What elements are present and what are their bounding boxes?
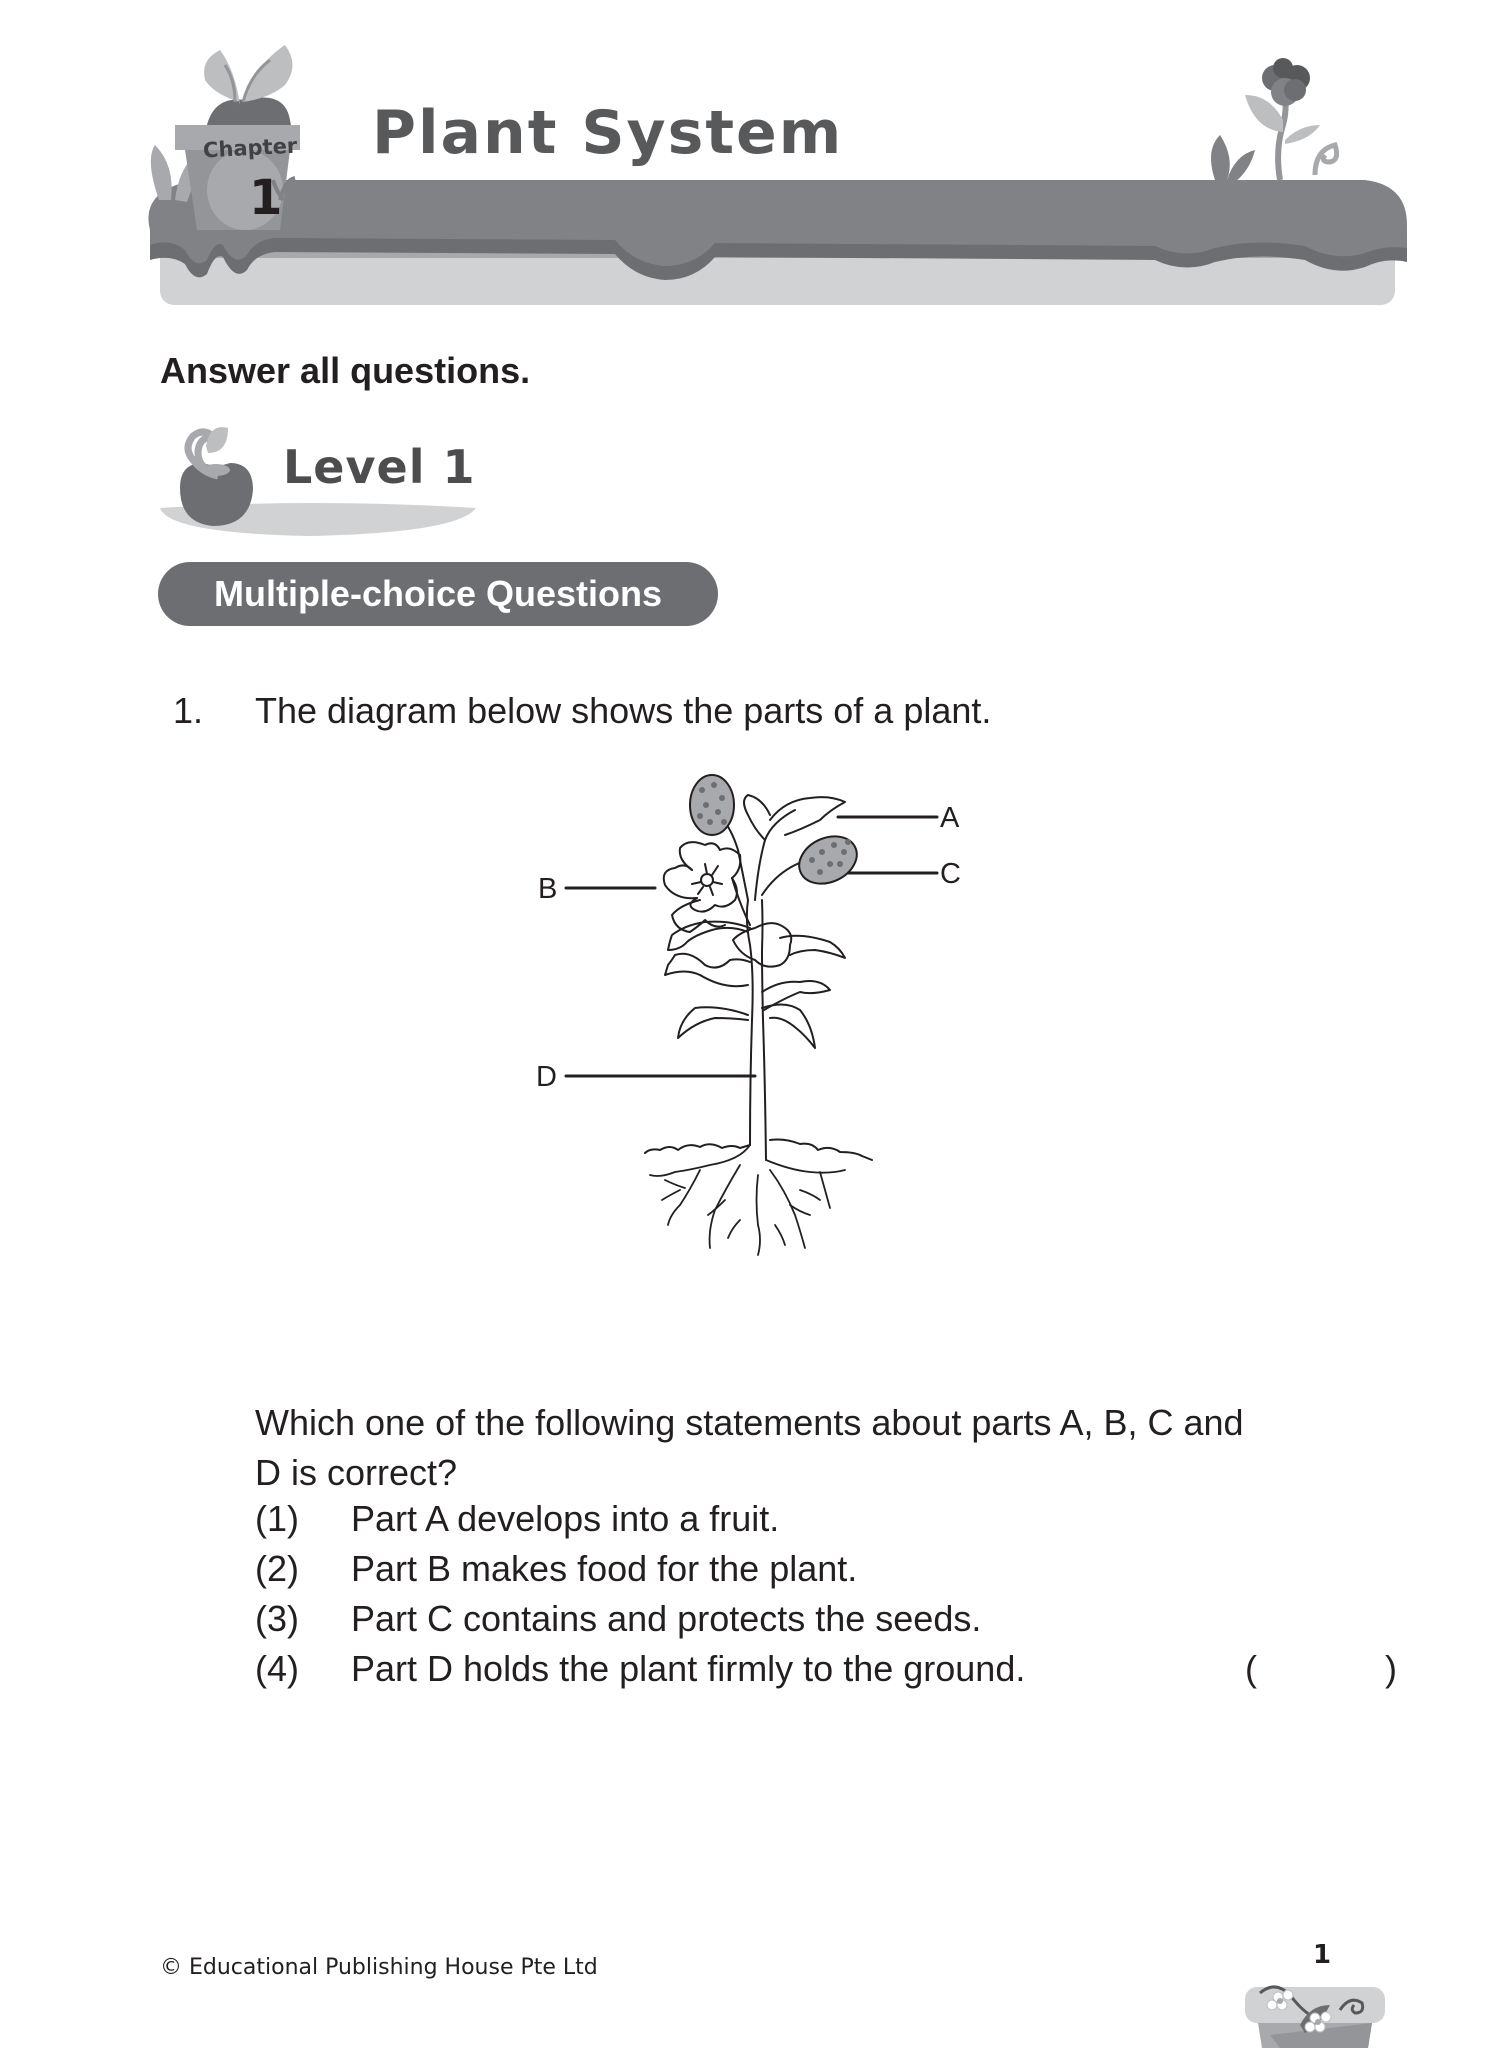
- option-number: (4): [255, 1648, 299, 1689]
- stem: [747, 900, 766, 1160]
- option-number: (2): [255, 1548, 299, 1589]
- leaf: [665, 954, 830, 1048]
- fruit-top: [690, 775, 734, 835]
- page-number: 1: [1313, 1940, 1332, 1970]
- seed-sprout-icon: [180, 427, 253, 526]
- option-4[interactable]: [255, 1648, 1405, 1698]
- label-c: C: [940, 858, 961, 890]
- fruit-c: [792, 827, 865, 892]
- roots: [650, 1145, 845, 1255]
- option-2[interactable]: [255, 1548, 1405, 1598]
- label-a: A: [940, 802, 960, 834]
- option-text: Part B makes food for the plant.: [351, 1548, 858, 1589]
- copyright-footer: © Educational Publishing House Pte Ltd: [160, 1955, 598, 1980]
- option-text: Part D holds the plant firmly to the ground.: [351, 1648, 1026, 1689]
- chapter-number: 1: [249, 170, 283, 226]
- instruction-text: Answer all questions.: [160, 350, 531, 391]
- label-b: B: [538, 873, 558, 905]
- soil-line-right: [770, 1140, 872, 1161]
- soil-line-left: [645, 1144, 750, 1153]
- option-3[interactable]: [255, 1598, 1405, 1648]
- flower-icon: [1211, 58, 1337, 182]
- question-stem: [255, 1398, 1405, 1498]
- question-stem-line-1: Which one of the following statements about parts A, B, C and: [255, 1402, 1244, 1443]
- option-number: (1): [255, 1498, 299, 1539]
- label-d: D: [536, 1061, 557, 1093]
- level-heading: Level 1: [283, 440, 476, 494]
- option-number: (3): [255, 1598, 299, 1639]
- question-stem-line-2: D is correct?: [255, 1452, 458, 1493]
- chapter-label: Chapter: [202, 133, 298, 163]
- page-title: Plant System: [372, 98, 844, 168]
- answer-bracket-open: (: [1245, 1648, 1257, 1689]
- flower: [664, 842, 750, 932]
- question-intro: The diagram below shows the parts of a plant.: [255, 690, 992, 731]
- option-text: Part A develops into a fruit.: [351, 1498, 780, 1539]
- option-1[interactable]: [255, 1498, 1405, 1548]
- answer-box[interactable]: [1275, 1648, 1380, 1692]
- option-text: Part C contains and protects the seeds.: [351, 1598, 982, 1639]
- plant-diagram: [500, 760, 1060, 1380]
- flower-pot-icon: [1240, 1965, 1390, 2048]
- question-number: 1.: [173, 690, 204, 731]
- section-heading: Multiple-choice Questions: [158, 562, 718, 626]
- chapter-banner: [135, 40, 1410, 315]
- answer-bracket-close: ): [1385, 1648, 1397, 1689]
